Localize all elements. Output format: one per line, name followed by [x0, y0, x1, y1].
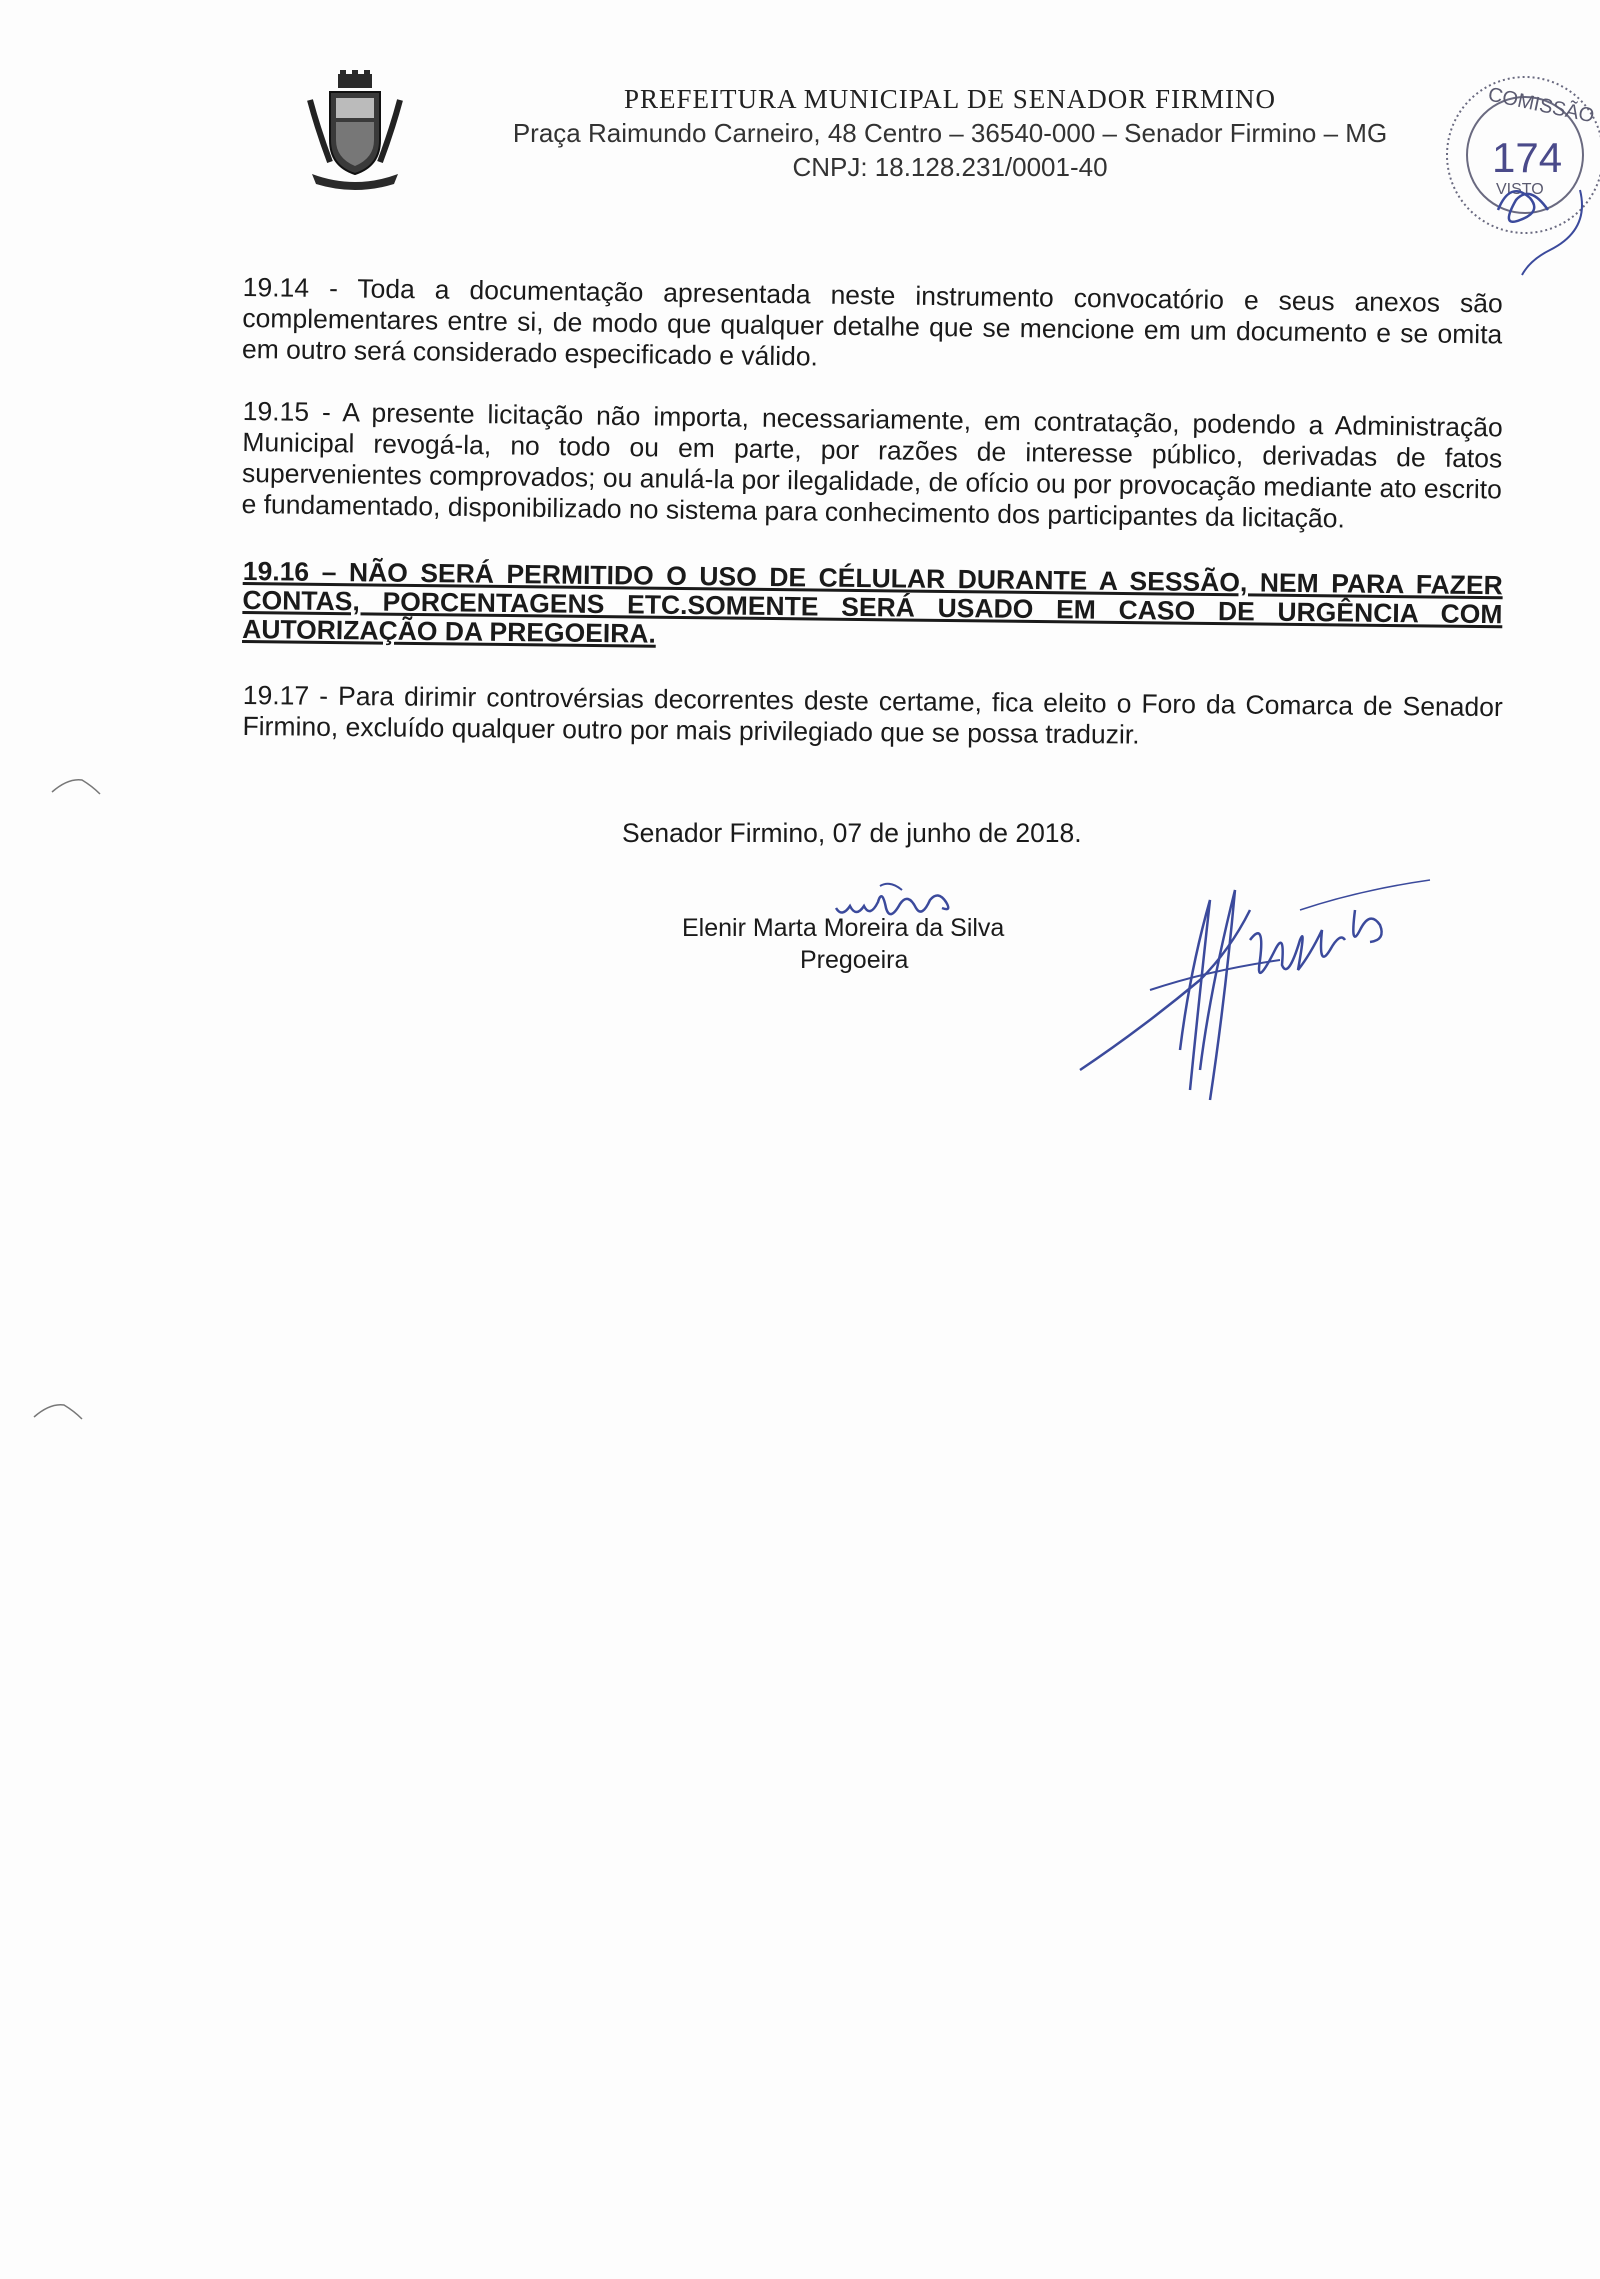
- municipality-title: PREFEITURA MUNICIPAL DE SENADOR FIRMINO: [623, 84, 1277, 114]
- clause-19-17: 19.17 - Para dirimir controvérsias decorrentes deste certame, fica eleito o Foro da Comarca de Senador Firmino, excluído qualquer outro por mais privilegiado que se possa traduzir.: [242, 680, 1503, 750]
- municipality-address: Praça Raimundo Carneiro, 48 Centro – 36540-000 – Senador Firmino – MG: [512, 118, 1388, 148]
- letterhead: [470, 82, 1430, 184]
- signer-name: Elenir Marta Moreira da Silva: [682, 914, 1005, 942]
- clause-19-14: 19.14 - Toda a documentação apresentada neste instrumento convocatório e seus anexos são complementares entre si, de modo que qualquer detalhe que se mencione em um documento e se omita em outro será considerado especificado e válido.: [241, 272, 1503, 372]
- scan-mark: [30, 1395, 90, 1425]
- clause-19-15: 19.15 - A presente licitação não importa, necessariamente, em contratação, podendo a Administração Municipal revogá-la, no todo ou em parte, por razões de interesse público, derivadas de fatos supervenientes comprovados; ou anulá-la por ilegalidade, de ofício ou por provocação mediante ato escrito e fundamentado, disponibilizado no sistema para conhecimento dos participantes da licitação.: [241, 396, 1503, 534]
- stamp-top-text: COMISSÃO: [1486, 83, 1597, 128]
- stamp-label: VISTO: [1496, 181, 1544, 198]
- municipality-cnpj: CNPJ: 18.128.231/0001-40: [792, 152, 1108, 182]
- scan-mark: [48, 770, 108, 800]
- clause-19-16: 19.16 – NÃO SERÁ PERMITIDO O USO DE CÉLULAR DURANTE A SESSÃO, NEM PARA FAZER CONTAS, PORCENTAGENS ETC.SOMENTE SERÁ USADO EM CASO DE URGÊNCIA COM AUTORIZAÇÃO DA PREGOEIRA.: [242, 556, 1503, 649]
- closing-date: Senador Firmino, 07 de junho de 2018.: [622, 818, 1082, 848]
- handwritten-signature: [1060, 870, 1440, 1110]
- stamp-number: 174: [1492, 134, 1563, 181]
- municipal-coat-of-arms: [300, 70, 410, 190]
- signer-role: Pregoeira: [800, 946, 909, 974]
- commission-stamp: [1430, 60, 1600, 300]
